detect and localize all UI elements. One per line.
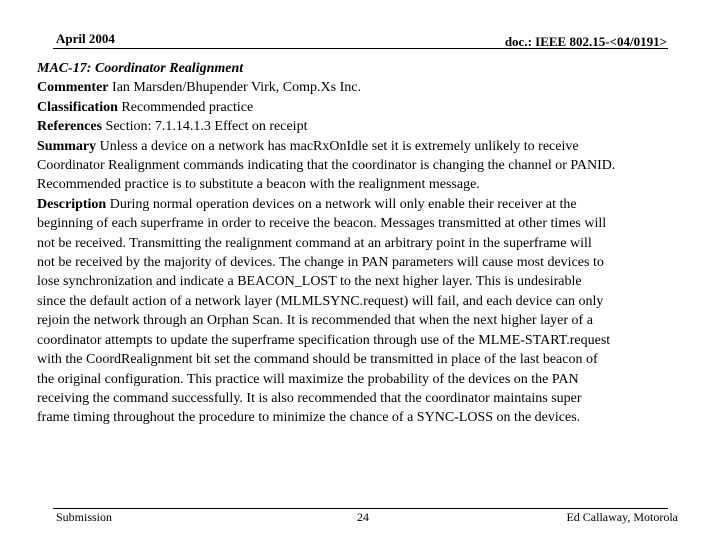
- summary-text: Recommended practice is to substitute a beacon with the realignment message.: [37, 177, 480, 193]
- references-value: Section: 7.1.14.1.3 Effect on receipt: [102, 119, 308, 135]
- classification-label: Classification: [37, 99, 118, 115]
- classification-value: Recommended practice: [117, 99, 254, 115]
- footer-page-number: 24: [357, 510, 369, 524]
- commenter-value: Ian Marsden/Bhupender Virk, Comp.Xs Inc.: [108, 80, 361, 96]
- summary-line: [37, 137, 702, 156]
- commenter-label: Commenter: [37, 80, 109, 96]
- header-rule: [53, 48, 668, 49]
- header-date: April 2004: [56, 31, 115, 46]
- footer-rule: [53, 508, 668, 509]
- description-text: receiving the command successfully. It is also recommended that the coordinator maintains super: [37, 390, 582, 406]
- description-text: not be received by the majority of devices. The change in PAN parameters will cause most devices to: [37, 255, 604, 271]
- description-text: since the default action of a network layer (MLMLSYNC.request) will fail, and each device can only: [37, 293, 604, 309]
- description-text: During normal operation devices on a network will only enable their receiver at the: [106, 196, 577, 212]
- references-line: [37, 117, 702, 136]
- description-text: frame timing throughout the procedure to minimize the chance of a SYNC-LOSS on the devices.: [37, 410, 581, 426]
- description-text: lose synchronization and indicate a BEACON_LOST to the next higher layer. This is undesirable: [37, 274, 582, 290]
- description-text: the original configuration. This practice will maximize the probability of the devices on the PAN: [37, 371, 579, 387]
- commenter-line: [37, 78, 702, 97]
- description-text: not be received. Transmitting the realignment command at an arbitrary point in the superframe will: [37, 235, 592, 251]
- description-label: Description: [37, 196, 107, 212]
- footer-author: Ed Callaway, Motorola: [566, 510, 678, 524]
- slide-body: [37, 59, 702, 428]
- summary-label: Summary: [37, 138, 97, 154]
- summary-text: Coordinator Realignment commands indicating that the coordinator is changing the channel or PANID.: [37, 158, 616, 174]
- description-text: beginning of each superframe in order to receive the beacon. Messages transmitted at other times will: [37, 216, 607, 232]
- description-text: with the CoordRealignment bit set the command should be transmitted in place of the last beacon of: [37, 352, 598, 368]
- classification-line: [37, 98, 702, 117]
- comment-title: MAC-17: Coordinator Realignment: [37, 61, 244, 76]
- header-doc-id: doc.: IEEE 802.15-<04/0191>: [504, 34, 667, 49]
- footer-submission: Submission: [56, 510, 113, 524]
- description-text: coordinator attempts to update the superframe specification through use of the MLME-START.request: [37, 332, 611, 348]
- summary-text: Unless a device on a network has macRxOnIdle set it is extremely unlikely to receive: [96, 138, 579, 154]
- references-label: References: [37, 119, 103, 135]
- description-text: rejoin the network through an Orphan Scan. It is recommended that when the next higher layer of a: [37, 313, 593, 329]
- description-line: [37, 195, 702, 214]
